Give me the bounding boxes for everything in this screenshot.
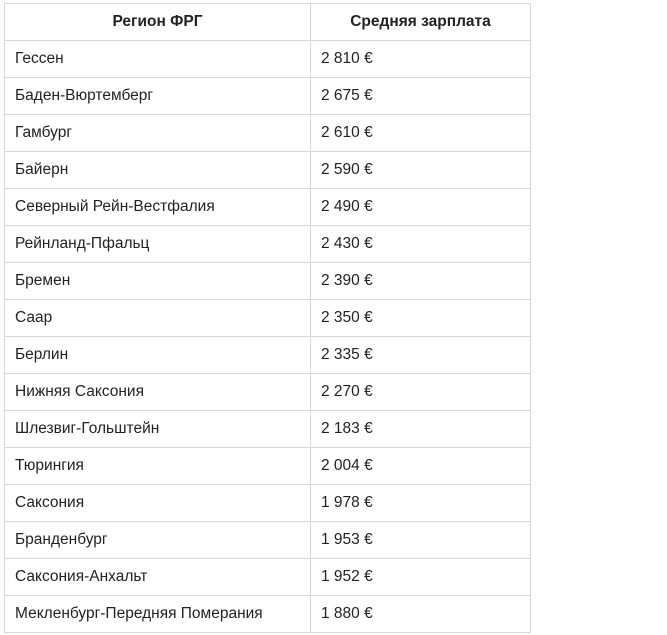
table-row bbox=[5, 485, 531, 522]
salary-cell: 1 952 € bbox=[311, 559, 531, 596]
salary-cell: 2 610 € bbox=[311, 115, 531, 152]
region-cell: Гессен bbox=[5, 41, 311, 78]
table-row bbox=[5, 300, 531, 337]
salary-cell: 2 810 € bbox=[311, 41, 531, 78]
region-cell: Тюрингия bbox=[5, 448, 311, 485]
table-row bbox=[5, 263, 531, 300]
region-cell: Саксония bbox=[5, 485, 311, 522]
region-cell: Берлин bbox=[5, 337, 311, 374]
column-header-salary: Средняя зарплата bbox=[311, 4, 531, 41]
salary-cell: 2 590 € bbox=[311, 152, 531, 189]
region-cell: Рейнланд-Пфальц bbox=[5, 226, 311, 263]
table-row bbox=[5, 189, 531, 226]
region-cell: Шлезвиг-Гольштейн bbox=[5, 411, 311, 448]
table-row bbox=[5, 115, 531, 152]
salary-cell: 2 390 € bbox=[311, 263, 531, 300]
region-cell: Бремен bbox=[5, 263, 311, 300]
region-cell: Баден-Вюртемберг bbox=[5, 78, 311, 115]
table-row bbox=[5, 374, 531, 411]
table-row bbox=[5, 337, 531, 374]
salary-cell: 2 350 € bbox=[311, 300, 531, 337]
region-cell: Северный Рейн-Вестфалия bbox=[5, 189, 311, 226]
table-header-row bbox=[5, 4, 531, 41]
region-cell: Саар bbox=[5, 300, 311, 337]
table-body bbox=[5, 41, 531, 633]
salary-cell: 1 880 € bbox=[311, 596, 531, 633]
salary-table bbox=[4, 3, 531, 633]
table-row bbox=[5, 152, 531, 189]
table-row bbox=[5, 522, 531, 559]
salary-cell: 2 675 € bbox=[311, 78, 531, 115]
salary-cell: 2 270 € bbox=[311, 374, 531, 411]
table-row bbox=[5, 226, 531, 263]
region-cell: Саксония-Анхальт bbox=[5, 559, 311, 596]
table-row bbox=[5, 78, 531, 115]
table-row bbox=[5, 448, 531, 485]
table-row bbox=[5, 411, 531, 448]
salary-cell: 1 978 € bbox=[311, 485, 531, 522]
region-cell: Мекленбург-Передняя Померания bbox=[5, 596, 311, 633]
salary-cell: 2 183 € bbox=[311, 411, 531, 448]
region-cell: Нижняя Саксония bbox=[5, 374, 311, 411]
region-cell: Бранденбург bbox=[5, 522, 311, 559]
region-cell: Гамбург bbox=[5, 115, 311, 152]
salary-cell: 1 953 € bbox=[311, 522, 531, 559]
salary-cell: 2 004 € bbox=[311, 448, 531, 485]
salary-cell: 2 490 € bbox=[311, 189, 531, 226]
table-row bbox=[5, 41, 531, 78]
region-cell: Байерн bbox=[5, 152, 311, 189]
table-row bbox=[5, 559, 531, 596]
table-row bbox=[5, 596, 531, 633]
column-header-region: Регион ФРГ bbox=[5, 4, 311, 41]
salary-cell: 2 335 € bbox=[311, 337, 531, 374]
salary-cell: 2 430 € bbox=[311, 226, 531, 263]
